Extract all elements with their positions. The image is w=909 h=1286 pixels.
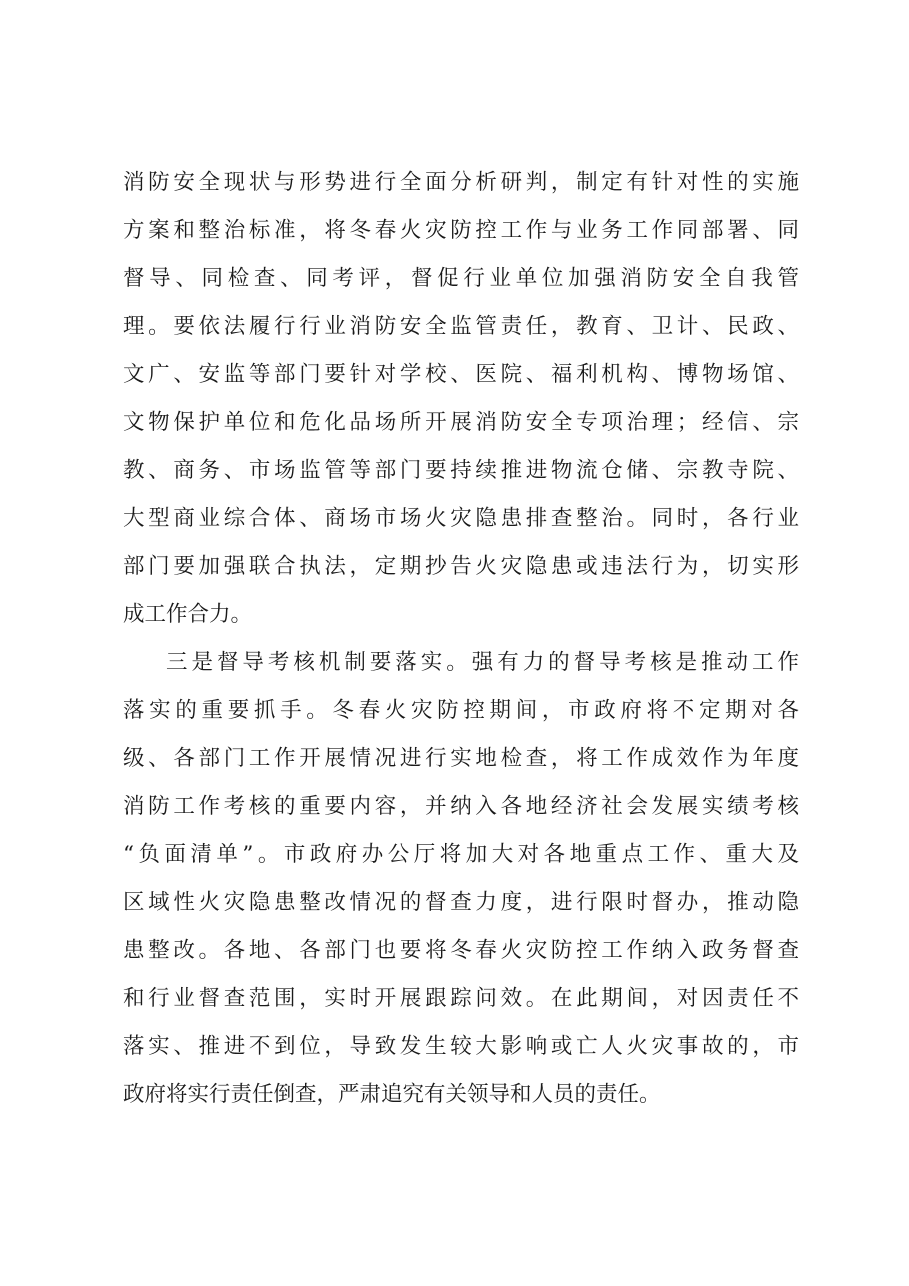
text-line: 消防工作考核的重要内容，并纳入各地经济社会发展实绩考核	[123, 794, 799, 819]
text-line: 政府将实行责任倒查，严肃追究有关领导和人员的责任。	[123, 1082, 661, 1107]
text-line: 级、各部门工作开展情况进行实地检查，将工作成效作为年度	[123, 746, 799, 771]
paragraph-first-line: 三是督导考核机制要落实。强有力的督导考核是推动工作	[166, 650, 799, 675]
text-line: 和行业督查范围，实时开展跟踪问效。在此期间，对因责任不	[123, 986, 799, 1011]
text-line: 文物保护单位和危化品场所开展消防安全专项治理；经信、宗	[123, 410, 799, 435]
text-line: 成工作合力。	[123, 602, 253, 627]
text-line: 督导、同检查、同考评，督促行业单位加强消防安全自我管	[123, 266, 799, 291]
text-line: 教、商务、市场监管等部门要持续推进物流仓储、宗教寺院、	[123, 458, 799, 483]
text-line: 大型商业综合体、商场市场火灾隐患排查整治。同时，各行业	[123, 506, 799, 531]
text-line: 方案和整治标准，将冬春火灾防控工作与业务工作同部署、同	[123, 218, 799, 243]
text-line: 落实、推进不到位，导致发生较大影响或亡人火灾事故的，市	[123, 1034, 799, 1059]
text-line: 消防安全现状与形势进行全面分析研判，制定有针对性的实施	[123, 170, 799, 195]
text-line: 落实的重要抓手。冬春火灾防控期间，市政府将不定期对各	[123, 698, 799, 723]
text-line: 理。要依法履行行业消防安全监管责任，教育、卫计、民政、	[123, 314, 799, 339]
text-line: 区域性火灾隐患整改情况的督查力度，进行限时督办，推动隐	[123, 890, 799, 915]
text-line: 患整改。各地、各部门也要将冬春火灾防控工作纳入政务督查	[123, 938, 799, 963]
text-line: 文广、安监等部门要针对学校、医院、福利机构、博物场馆、	[123, 362, 799, 387]
text-line: “负面清单”。市政府办公厅将加大对各地重点工作、重大及	[123, 842, 799, 867]
text-line: 部门要加强联合执法，定期抄告火灾隐患或违法行为，切实形	[123, 554, 799, 579]
